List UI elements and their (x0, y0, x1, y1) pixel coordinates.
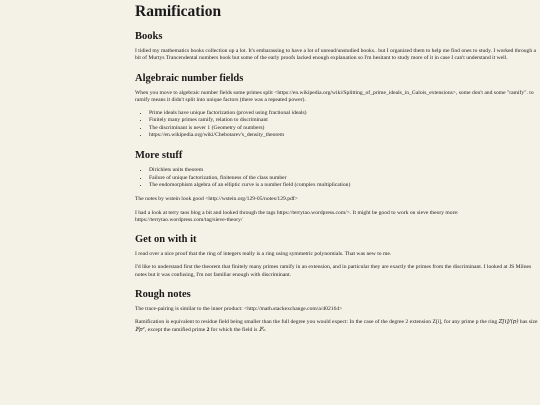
terry-tao-paragraph: I had a look at terry taos blog a bit and looked through the tags https://terrytao.wordpress.com/>. It might be good to work on sieve theory more: https://terrytao.wordpress.com/tag/sieve-theory/ (135, 209, 459, 223)
ramified-prime-number: 2 (206, 326, 210, 333)
list-item: • Dirichlets units theorem (149, 167, 539, 174)
algebraic-list (135, 110, 539, 139)
list-item-link[interactable]: • https://en.wikipedia.org/wiki/Chebotarev's_density_theorem (149, 132, 539, 139)
section-books (135, 30, 539, 63)
ramification-text-c: , except the ramified prime (144, 326, 207, 333)
ring-of-integers-paragraph: I read over a nice proof that the ring of integers really is a ring using symmetric polynomials. That was new to me. (135, 251, 392, 258)
ramification-text-d: for which the field is (209, 326, 259, 333)
ramification-text-b: has size (518, 319, 538, 326)
wstein-notes-paragraph: The notes by wstein look good <http://wstein.org/129-05/notes/129.pdf> (135, 196, 298, 203)
rough-notes-heading: Rough notes (135, 289, 191, 301)
list-item: • Prime ideals have unique factorization (proved using fractional ideals) (149, 110, 539, 117)
algebraic-heading: Algebraic number fields (135, 72, 244, 84)
list-item: • Finitely many primes ramify, relation to discriminant (149, 117, 539, 124)
books-paragraph: I tidied my mathematics books collection up a lot. It's embarassing to have a lot of unread/unstudied books.. but I organized them to help me find ones to study. I worked through a bit of Murtys Trancendental numbers book but some of the early proofs lacked enough explanation so I'm hesitant to study more of it in case I can't understand it well. (135, 48, 537, 62)
list-item: • The endomorphism algebra of an elliptic curve is a number field (complex multiplication) (149, 182, 539, 189)
section-rough-notes (135, 288, 539, 334)
ramification-text-e: . (265, 326, 267, 333)
ramification-paragraph (135, 319, 539, 334)
page-title: Ramification (135, 3, 222, 20)
books-heading: Books (135, 31, 163, 42)
trace-pairing-paragraph: The trace-pairing is similar to the inner product: <http://math.stackexchange.com/a/402164> (135, 306, 343, 313)
more-stuff-heading: More stuff (135, 150, 183, 162)
more-stuff-list (135, 167, 539, 189)
list-item: • Failure of unique factorization, finiteness of the class number (149, 175, 539, 182)
ramification-text-a: Ramification is equivalent to residue field being smaller than the full degree you would expect: In the case of the degree 2 extension Z[i], for any prime p the ring (135, 319, 499, 326)
field-size-math: 𝔽p² (135, 326, 145, 333)
residue-field-math: 𝔽₂ (258, 326, 266, 333)
list-item: • The discriminant is never 1 (Geometry of numbers) (149, 125, 539, 132)
section-get-on-with-it (135, 233, 539, 279)
section-algebraic-number-fields (135, 72, 539, 140)
section-more-stuff (135, 149, 539, 224)
algebraic-paragraph: When you move to algebraic number fields some primes split <https://en.wikipedia.org/wiki/Splitting_of_prime_ideals_in_Galois_extensions>, some don't and some "ramify". to ramify means it didn't split into unique factors (there was a repeated power). (135, 89, 534, 103)
get-on-with-it-heading: Get on with it (135, 234, 197, 246)
article (135, 0, 539, 334)
discriminant-paragraph: I'd like to understand first the theorem that finitely many primes ramify in an extension, and in particular they are exactly the primes from the discriminant. I looked at JS Milnes notes but it was confusing, I'm not familiar enough with discriminant. (135, 264, 532, 278)
ring-quotient-math: Z[i]/(p) (498, 319, 519, 326)
